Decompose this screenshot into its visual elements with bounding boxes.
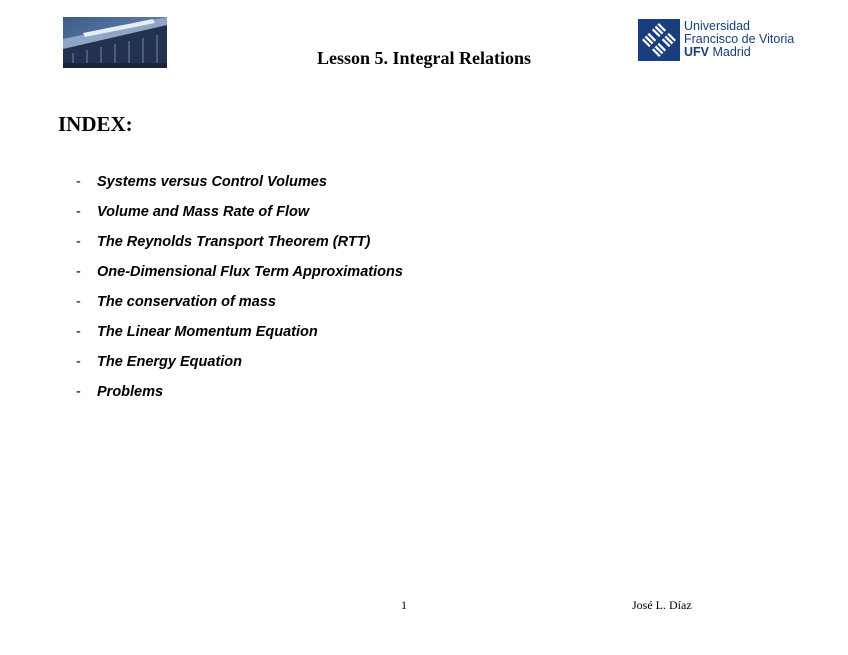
- index-item: [76, 232, 403, 262]
- index-item-text: Problems: [97, 384, 164, 400]
- index-item: [76, 202, 403, 232]
- ufv-logo-mark-icon: [638, 19, 680, 61]
- index-heading: INDEX:: [58, 112, 133, 136]
- index-list: [76, 172, 403, 412]
- bullet-dash: -: [76, 174, 81, 190]
- index-item-text: The Reynolds Transport Theorem (RTT): [97, 234, 371, 250]
- index-item-text: The Linear Momentum Equation: [97, 324, 318, 340]
- index-item-text: The Energy Equation: [97, 354, 243, 370]
- bullet-dash: -: [76, 324, 81, 340]
- index-item: [76, 172, 403, 202]
- ufv-logo-line3: [684, 46, 794, 59]
- index-item-text: Systems versus Control Volumes: [97, 174, 327, 190]
- bullet-dash: -: [76, 264, 81, 280]
- ufv-logo-line1: Universidad: [684, 19, 751, 33]
- lesson-title: Lesson 5. Integral Relations: [316, 48, 531, 68]
- bullet-dash: -: [76, 384, 81, 400]
- page-number: 1: [401, 598, 407, 612]
- index-item: [76, 262, 403, 292]
- index-item: [76, 322, 403, 352]
- bullet-dash: -: [76, 294, 81, 310]
- author-name: José L. Díaz: [632, 598, 692, 612]
- bullet-dash: -: [76, 234, 81, 250]
- index-item-text: The conservation of mass: [97, 294, 276, 310]
- ufv-logo-line2: Francisco de Vitoria: [684, 32, 795, 46]
- index-item: [76, 382, 403, 412]
- index-item: [76, 352, 403, 382]
- index-item: [76, 292, 403, 322]
- ufv-logo-text: [684, 20, 794, 59]
- index-item-text: One-Dimensional Flux Term Approximations: [97, 264, 403, 280]
- ufv-logo: [638, 19, 798, 63]
- index-item-text: Volume and Mass Rate of Flow: [97, 204, 310, 220]
- ufv-logo-line3-rest: Madrid: [712, 45, 751, 59]
- bullet-dash: -: [76, 354, 81, 370]
- bullet-dash: -: [76, 204, 81, 220]
- ufv-logo-line3-bold: UFV: [684, 45, 709, 59]
